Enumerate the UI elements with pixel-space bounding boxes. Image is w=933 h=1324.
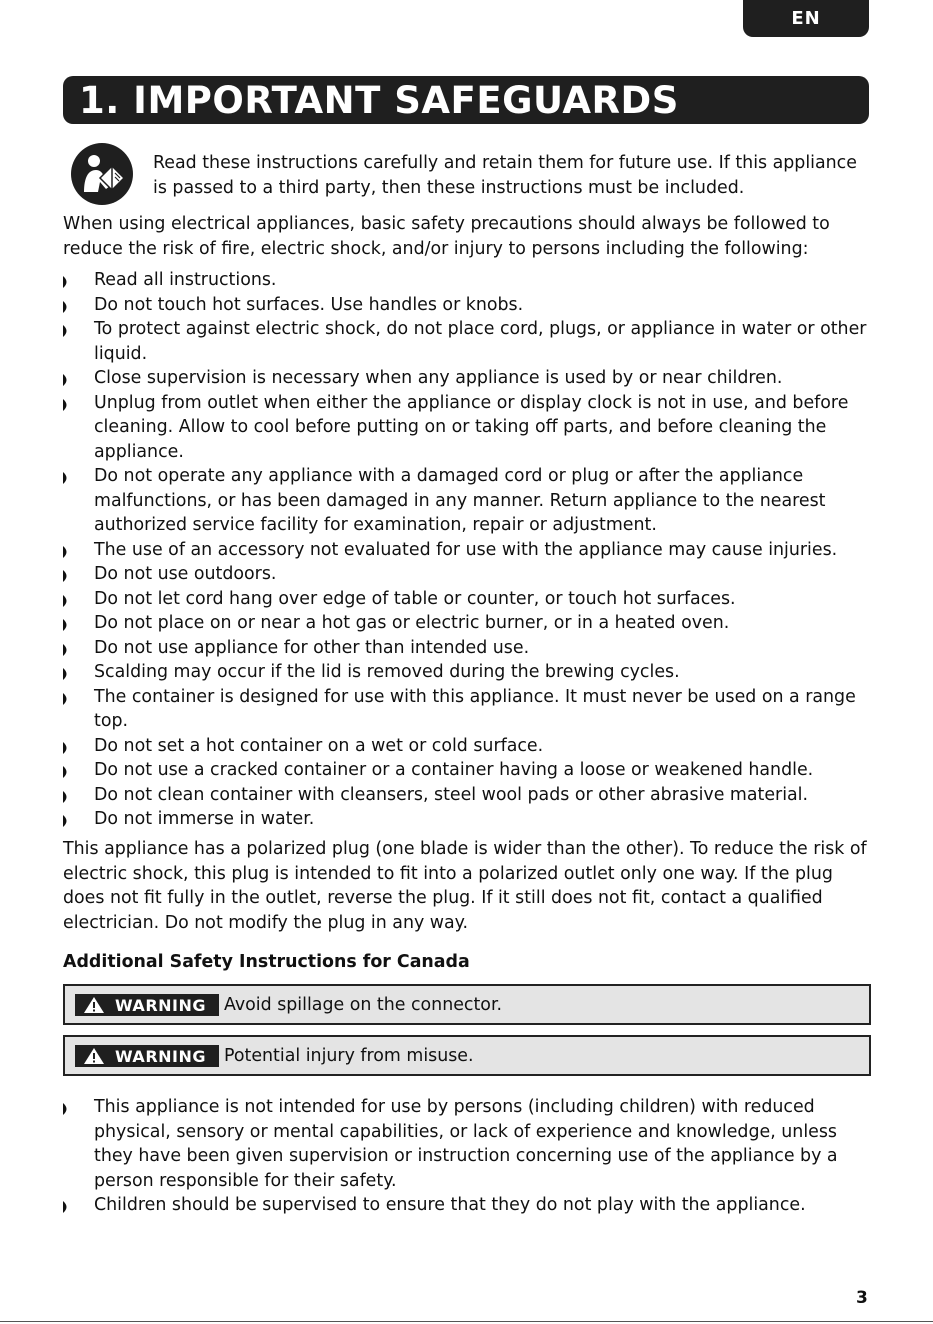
canada-heading: Additional Safety Instructions for Canada: [63, 952, 470, 972]
list-item: Do not use a cracked container or a container having a loose or weakened handle.: [63, 758, 869, 783]
bullet-arrow-icon: [63, 693, 70, 705]
list-item: Do not use outdoors.: [63, 562, 869, 587]
list-item: The container is designed for use with this appliance. It must never be used on a range top.: [63, 685, 869, 734]
list-item: This appliance is not intended for use by persons (including children) with reduced physical, sensory or mental capabilities, or lack of experience and knowledge, unless they have been given supervision or instruction concerning use of the appliance by a person responsible for their safety.: [63, 1095, 869, 1193]
read-manual-icon: [70, 142, 134, 206]
warning-triangle-icon: [83, 996, 105, 1014]
warning-label: WARNING: [115, 996, 206, 1015]
bullet-arrow-icon: [63, 791, 70, 803]
warning-box: [63, 984, 871, 1025]
warning-box: [63, 1035, 871, 1076]
bullet-arrow-icon: [63, 276, 70, 288]
page-number: 3: [856, 1288, 868, 1308]
list-item: Do not place on or near a hot gas or electric burner, or in a heated oven.: [63, 611, 869, 636]
warning-badge: [75, 1045, 219, 1067]
list-item: Do not let cord hang over edge of table or counter, or touch hot surfaces.: [63, 587, 869, 612]
bullet-arrow-icon: [63, 325, 70, 337]
list-item: Do not operate any appliance with a damaged cord or plug or after the appliance malfunctions, or has been damaged in any manner. Return appliance to the nearest authorized service facility for examination, repair or adjustment.: [63, 464, 869, 538]
list-item: Do not immerse in water.: [63, 807, 869, 832]
bullet-arrow-icon: [63, 570, 70, 582]
list-item: Do not touch hot surfaces. Use handles or knobs.: [63, 293, 869, 318]
lead-paragraph: When using electrical appliances, basic safety precautions should always be followed to reduce the risk of fire, electric shock, and/or injury to persons including the following:: [63, 214, 830, 259]
bullet-arrow-icon: [63, 1103, 70, 1115]
list-item: To protect against electric shock, do not place cord, plugs, or appliance in water or other liquid.: [63, 317, 869, 366]
bullet-arrow-icon: [63, 619, 70, 631]
bullet-arrow-icon: [63, 301, 70, 313]
list-item: Do not use appliance for other than intended use.: [63, 636, 869, 661]
language-tab: EN: [743, 0, 869, 37]
bullet-arrow-icon: [63, 546, 70, 558]
warning-text: Potential injury from misuse.: [224, 1046, 474, 1066]
bullet-arrow-icon: [63, 742, 70, 754]
warning-label: WARNING: [115, 1047, 206, 1066]
warning-text: Avoid spillage on the connector.: [224, 995, 503, 1015]
list-item: Scalding may occur if the lid is removed during the brewing cycles.: [63, 660, 869, 685]
safeguards-list: [63, 268, 869, 832]
list-item: Read all instructions.: [63, 268, 869, 293]
bullet-arrow-icon: [63, 374, 70, 386]
bullet-arrow-icon: [63, 668, 70, 680]
bullet-arrow-icon: [63, 1201, 70, 1213]
bullet-arrow-icon: [63, 595, 70, 607]
intro-text: Read these instructions carefully and retain them for future use. If this appliance is passed to a third party, then these instructions must be included.: [153, 153, 857, 198]
bullet-arrow-icon: [63, 472, 70, 484]
warning-badge: [75, 994, 219, 1016]
additional-list: [63, 1095, 869, 1218]
bullet-arrow-icon: [63, 815, 70, 827]
list-item: Unplug from outlet when either the appliance or display clock is not in use, and before cleaning. Allow to cool before putting on or taking off parts, and before cleaning the appliance.: [63, 391, 869, 465]
list-item: Children should be supervised to ensure that they do not play with the appliance.: [63, 1193, 869, 1218]
bullet-arrow-icon: [63, 399, 70, 411]
bullet-arrow-icon: [63, 766, 70, 778]
bullet-arrow-icon: [63, 644, 70, 656]
list-item: Do not clean container with cleansers, steel wool pads or other abrasive material.: [63, 783, 869, 808]
list-item: Close supervision is necessary when any appliance is used by or near children.: [63, 366, 869, 391]
list-item: Do not set a hot container on a wet or cold surface.: [63, 734, 869, 759]
polarized-plug-note: This appliance has a polarized plug (one blade is wider than the other). To reduce the risk of electric shock, this plug is intended to fit into a polarized outlet only one way. If the plug does not fit fully in the outlet, reverse the plug. If it still does not fit, contact a qualified electrician. Do not modify the plug in any way.: [63, 839, 867, 933]
warning-triangle-icon: [83, 1047, 105, 1065]
section-title: 1. IMPORTANT SAFEGUARDS: [63, 76, 869, 124]
list-item: The use of an accessory not evaluated for use with the appliance may cause injuries.: [63, 538, 869, 563]
page-bottom-rule: [0, 1321, 933, 1322]
